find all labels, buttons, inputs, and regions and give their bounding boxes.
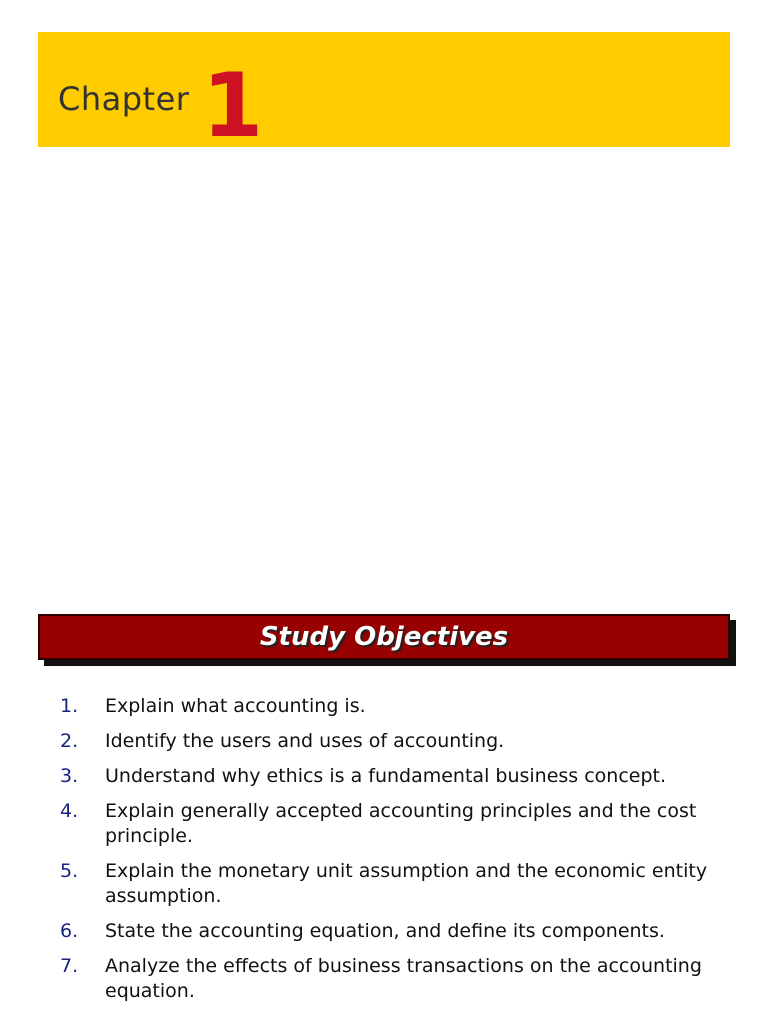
objective-number: 4. <box>60 800 79 822</box>
objective-number: 1. <box>60 695 79 717</box>
objective-text: Understand why ethics is a fundamental business concept. <box>105 765 667 787</box>
objective-text: Explain generally accepted accounting principles and the cost principle. <box>105 800 697 847</box>
chapter-number: 1 <box>202 54 264 157</box>
chapter-word: Chapter <box>58 80 190 118</box>
objective-text: Explain the monetary unit assumption and the economic entity assumption. <box>105 860 708 907</box>
objective-number: 5. <box>60 860 79 882</box>
objective-item-2 <box>60 729 750 754</box>
objective-item-6 <box>60 919 750 944</box>
objective-text: State the accounting equation, and define its components. <box>105 920 665 942</box>
objective-number: 2. <box>60 730 79 752</box>
objective-number: 3. <box>60 765 79 787</box>
chapter-banner <box>38 32 730 157</box>
objective-list <box>60 694 750 1014</box>
section-title: Study Objectives <box>259 622 509 652</box>
objective-item-1 <box>60 694 750 719</box>
objective-item-7 <box>60 954 750 1004</box>
objective-item-5 <box>60 859 750 909</box>
objective-number: 6. <box>60 920 79 942</box>
study-objectives-bar <box>38 614 730 660</box>
objective-number: 7. <box>60 955 79 977</box>
objective-text: Identify the users and uses of accounting. <box>105 730 505 752</box>
objective-item-4 <box>60 799 750 849</box>
objective-text: Explain what accounting is. <box>105 695 366 717</box>
objective-text: Analyze the effects of business transactions on the accounting equation. <box>105 955 702 1002</box>
objective-item-3 <box>60 764 750 789</box>
